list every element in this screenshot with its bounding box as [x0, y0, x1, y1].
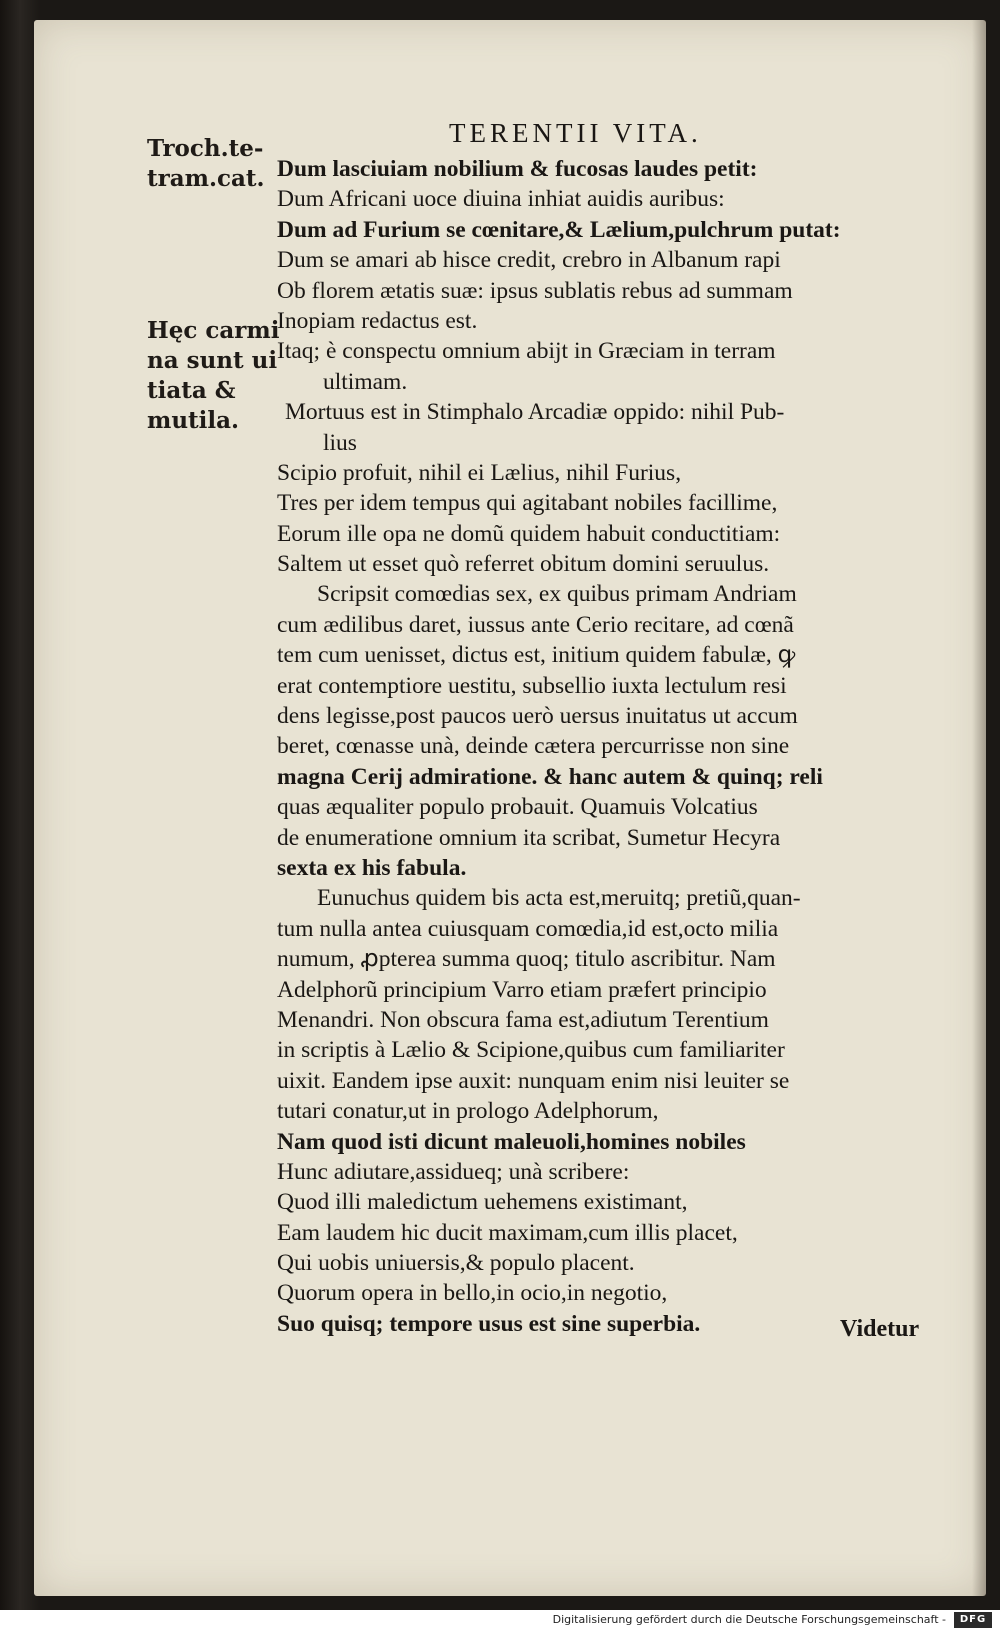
dfg-logo: DFG — [954, 1612, 992, 1628]
text-line: Ob florem ætatis suæ: ipsus sublatis rebus ad summam — [277, 277, 793, 304]
text-line: ultimam. — [323, 368, 408, 395]
margin-note-line: na sunt ui — [147, 347, 278, 374]
text-line: numum, ꝓpterea summa quoq; titulo ascribitur. Nam — [277, 946, 776, 973]
margin-note-line: mutila. — [147, 407, 240, 434]
text-line: Eorum ille opa ne domũ quidem habuit conductitiam: — [277, 520, 781, 547]
text-line: Saltem ut esset quò referret obitum domini seruulus. — [277, 551, 770, 578]
text-line: tutari conatur,ut in prologo Adelphorum, — [277, 1098, 659, 1125]
text-line: Itaq; è conspectu omnium abijt in Græciam in terram — [277, 338, 776, 365]
text-line: Inopiam redactus est. — [277, 307, 478, 334]
margin-note-line: Troch.te- — [147, 135, 264, 162]
text-line: Adelphorũ principium Varro etiam præfert principio — [277, 976, 767, 1003]
text-line: dens legisse,post paucos uerò uersus inuitatus ut accum — [277, 703, 798, 730]
funding-credit: Digitalisierung gefördert durch die Deutsche Forschungsgemeinschaft - — [552, 1613, 946, 1626]
text-line: cum ædilibus daret, iussus ante Cerio recitare, ad cœnã — [277, 611, 794, 638]
text-line: Hunc adiutare,assidueq; unà scribere: — [277, 1158, 630, 1185]
margin-note-corrupt — [147, 316, 287, 436]
text-line: tem cum uenisset, dictus est, initium quidem fabulæ, ꝙ — [277, 642, 796, 669]
text-line: Menandri. Non obscura fama est,adiutum Terentium — [277, 1006, 769, 1033]
text-line: quas æqualiter populo probauit. Quamuis Volcatius — [277, 794, 758, 821]
text-line: Eunuchus quidem bis acta est,meruitq; pretiũ,quan- — [317, 885, 801, 912]
text-line: sexta ex his fabula. — [277, 854, 467, 881]
text-line: magna Cerij admiratione. & hanc autem & quinq; reli — [277, 763, 823, 790]
margin-note-line: tiata & — [147, 377, 236, 404]
text-line: uixit. Eandem ipse auxit: nunquam enim nisi leuiter se — [277, 1067, 790, 1094]
text-line: Dum ad Furium se cœnitare,& Lælium,pulchrum putat: — [277, 216, 841, 243]
text-line: Nam quod isti dicunt maleuoli,homines nobiles — [277, 1128, 746, 1155]
margin-note-meter — [147, 134, 287, 194]
text-line: Dum lasciuiam nobilium & fucosas laudes petit: — [277, 156, 758, 182]
margin-note-line: Hęc carmi — [147, 317, 280, 344]
body-text — [277, 154, 947, 1339]
running-head: TERENTII VITA. — [449, 118, 702, 148]
text-line: Mortuus est in Stimphalo Arcadiæ oppido: nihil Pub- — [285, 399, 785, 426]
text-line: lius — [323, 429, 357, 456]
catchword: Videtur — [840, 1316, 920, 1342]
text-line: tum nulla antea cuiusquam comœdia,id est,octo milia — [277, 915, 779, 942]
text-line: Dum se amari ab hisce credit, crebro in Albanum rapi — [277, 247, 781, 274]
text-line: de enumeratione omnium ita scribat, Sumetur Hecyra — [277, 824, 781, 851]
text-line: erat contemptiore uestitu, subsellio iuxta lectulum resi — [277, 672, 787, 699]
text-line: Quod illi maledictum uehemens existimant, — [277, 1189, 688, 1216]
text-line: Qui uobis uniuersis,& populo placent. — [277, 1250, 635, 1277]
margin-note-line: tram.cat. — [147, 165, 265, 192]
digitization-footer — [0, 1610, 1000, 1631]
book-page — [34, 20, 986, 1596]
text-line: Suo quisq; tempore usus est sine superbia. — [277, 1310, 701, 1337]
text-line: beret, cœnasse unà, deinde cætera percurrisse non sine — [277, 733, 790, 760]
text-line: in scriptis à Lælio & Scipione,quibus cum familiariter — [277, 1037, 785, 1064]
text-line: Scipio profuit, nihil ei Lælius, nihil Furius, — [277, 459, 682, 486]
text-line: Eam laudem hic ducit maximam,cum illis placet, — [277, 1219, 738, 1246]
text-line: Tres per idem tempus qui agitabant nobiles facillime, — [277, 490, 778, 517]
text-line: Quorum opera in bello,in ocio,in negotio, — [277, 1280, 668, 1307]
text-line: Scripsit comœdias sex, ex quibus primam Andriam — [317, 581, 797, 608]
text-line: Dum Africani uoce diuina inhiat auidis auribus: — [277, 186, 725, 213]
